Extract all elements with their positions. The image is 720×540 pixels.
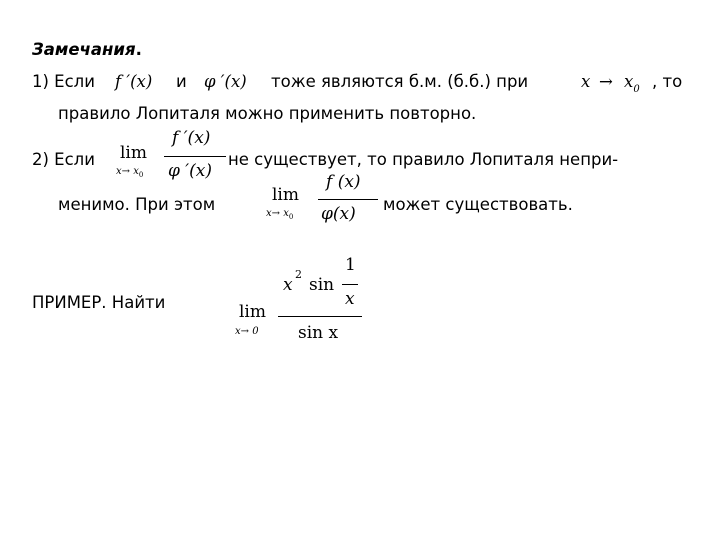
heading-text: Замечания: [32, 40, 136, 59]
item2-fraction-bar: [164, 156, 226, 157]
heading-dot: .: [135, 40, 142, 59]
example-num-x: x: [283, 275, 293, 295]
item1-and: и: [176, 72, 187, 91]
example-num-exp: 2: [295, 268, 302, 281]
item1-line2: правило Лопиталя можно применить повторно.: [58, 104, 477, 123]
item1-tail: , то: [652, 72, 683, 91]
item2-lim: lim: [120, 143, 147, 163]
item2-fraction-bar2: [318, 199, 378, 200]
item2-lim2-sub: [266, 208, 293, 219]
item2-denominator2: φ(x): [321, 204, 356, 224]
item2-lim-sub-text: x→ x: [116, 166, 139, 177]
item2-lim2-sub0: 0: [288, 213, 294, 221]
item2-lim-sub0: 0: [138, 171, 144, 179]
item1-x0: [624, 72, 640, 95]
item1-arrow: →: [599, 72, 613, 91]
example-fraction-bar: [278, 316, 362, 317]
item2-text1: не существует, то правило Лопиталя непри-: [228, 150, 619, 169]
item2-denominator: φ ′(x): [168, 161, 213, 181]
example-lim-sub: x→ 0: [235, 326, 259, 337]
item1-x0-sub: 0: [633, 84, 640, 95]
item1-x: x: [581, 72, 591, 91]
item2-text2: менимо. При этом: [58, 195, 216, 214]
item2-lim2: lim: [272, 185, 299, 205]
item2-lim2-sub-text: x→ x: [266, 208, 289, 219]
example-inner-bar: [342, 284, 358, 285]
item2-numerator2: f (x): [326, 172, 361, 192]
example-inner-num: 1: [345, 255, 356, 275]
item2-lim-sub: [116, 166, 143, 177]
example-num-sin: sin: [309, 275, 335, 295]
example-lim: lim: [239, 302, 266, 322]
item1-text: тоже являются б.м. (б.б.) при: [271, 72, 529, 91]
item1-f-prime: f ′(x): [115, 72, 153, 91]
item1-prefix: 1) Если: [32, 72, 95, 91]
notes-heading: [32, 40, 142, 60]
example-den: sin x: [298, 323, 339, 343]
item2-numerator: f ′(x): [172, 128, 211, 148]
example-label: ПРИМЕР. Найти: [32, 293, 166, 312]
item1-phi-prime: φ ′(x): [204, 72, 247, 91]
item2-text3: может существовать.: [383, 195, 573, 214]
item2-prefix: 2) Если: [32, 150, 95, 169]
item1-x0-base: x: [624, 72, 634, 91]
example-inner-den: x: [345, 289, 355, 309]
